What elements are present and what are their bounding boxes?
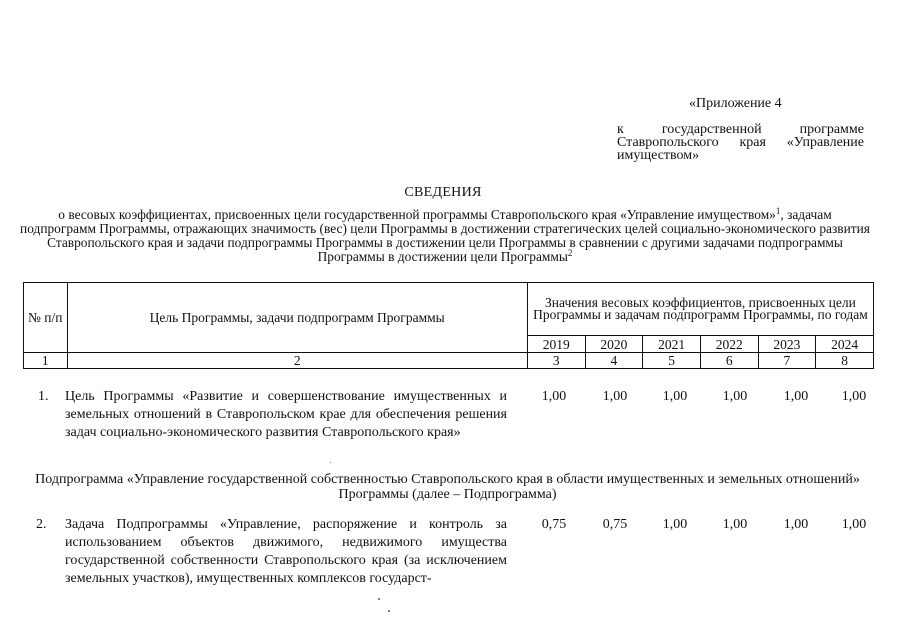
header-row-indices bbox=[24, 353, 874, 369]
year-cell: 2022 bbox=[700, 336, 758, 353]
row-value: 0,75 bbox=[602, 517, 628, 532]
row-text: Цель Программы «Развитие и совершенствование имущественных и земельных отношений в Ставропольском крае для обеспечения решения задач социально-экономического развития Ставропольского края» bbox=[65, 389, 507, 440]
column-index-cell: 5 bbox=[643, 353, 701, 369]
row-value: 1,00 bbox=[662, 389, 688, 404]
row-value: 0,75 bbox=[541, 517, 567, 532]
appendix-title: «Приложение 4 bbox=[689, 96, 782, 111]
header-row-top bbox=[24, 283, 874, 336]
column-index-cell: 7 bbox=[758, 353, 816, 369]
row-value: 1,00 bbox=[722, 389, 748, 404]
row-number: 2. bbox=[36, 517, 47, 532]
year-cell: 2020 bbox=[585, 336, 643, 353]
row-value: 1,00 bbox=[841, 389, 867, 404]
row-value: 1,00 bbox=[841, 517, 867, 532]
footnote-marker-1: 1 bbox=[775, 206, 781, 216]
year-cell: 2023 bbox=[758, 336, 816, 353]
column-index-cell: 4 bbox=[585, 353, 643, 369]
row-value: 1,00 bbox=[783, 517, 809, 532]
subtitle-part-2: , задачам подпрограмм Программы, отражающих значимость (вес) цели Программы в достижении стратегических целей социально-экономического развития Ставропольского края и задачи подпрограммы Программы в достижении цели Программы в сравнении с другими задачами подпрограммы Программы в достижении цели Программы bbox=[20, 207, 870, 264]
header-num-cell: № п/п bbox=[24, 283, 68, 353]
document-subtitle bbox=[20, 208, 870, 264]
row-value: 1,00 bbox=[541, 389, 567, 404]
row-value: 1,00 bbox=[783, 389, 809, 404]
scan-speck bbox=[378, 598, 380, 600]
appendix-subtitle: к государственной программе Ставропольского края «Управление имуществом» bbox=[617, 122, 864, 163]
column-index-cell: 8 bbox=[816, 353, 874, 369]
header-table bbox=[23, 282, 874, 369]
row-text: Задача Подпрограммы «Управление, распоряжение и контроль за использованием объектов движимого, недвижимого имущества государственной собственности Ставропольского края (за исключением земельных участков), имущественных комплексов государст- bbox=[65, 517, 507, 586]
column-index-cell: 6 bbox=[700, 353, 758, 369]
subprogram-heading: Подпрограмма «Управление государственной собственностью Ставропольского края в области имущественных и земельных отношений» Программы (далее – Подпрограмма) bbox=[35, 472, 860, 502]
scan-speck bbox=[330, 462, 331, 463]
column-index-cell: 3 bbox=[527, 353, 585, 369]
header-values-cell: Значения весовых коэффициентов, присвоенных цели Программы и задачам подпрограмм Программы, по годам bbox=[527, 283, 873, 336]
row-value: 1,00 bbox=[722, 517, 748, 532]
year-cell: 2024 bbox=[816, 336, 874, 353]
subtitle-part-1: о весовых коэффициентах, присвоенных цели государственной программы Ставропольского края «Управление имуществом» bbox=[58, 207, 776, 222]
row-number: 1. bbox=[38, 389, 49, 404]
row-value: 1,00 bbox=[662, 517, 688, 532]
year-cell: 2019 bbox=[527, 336, 585, 353]
year-cell: 2021 bbox=[643, 336, 701, 353]
footnote-marker-2: 2 bbox=[567, 248, 573, 258]
column-index-cell: 2 bbox=[67, 353, 527, 369]
document-title: СВЕДЕНИЯ bbox=[404, 185, 482, 200]
column-index-cell: 1 bbox=[24, 353, 68, 369]
row-value: 1,00 bbox=[602, 389, 628, 404]
scan-speck bbox=[388, 610, 390, 612]
header-goal-cell: Цель Программы, задачи подпрограмм Программы bbox=[67, 283, 527, 353]
